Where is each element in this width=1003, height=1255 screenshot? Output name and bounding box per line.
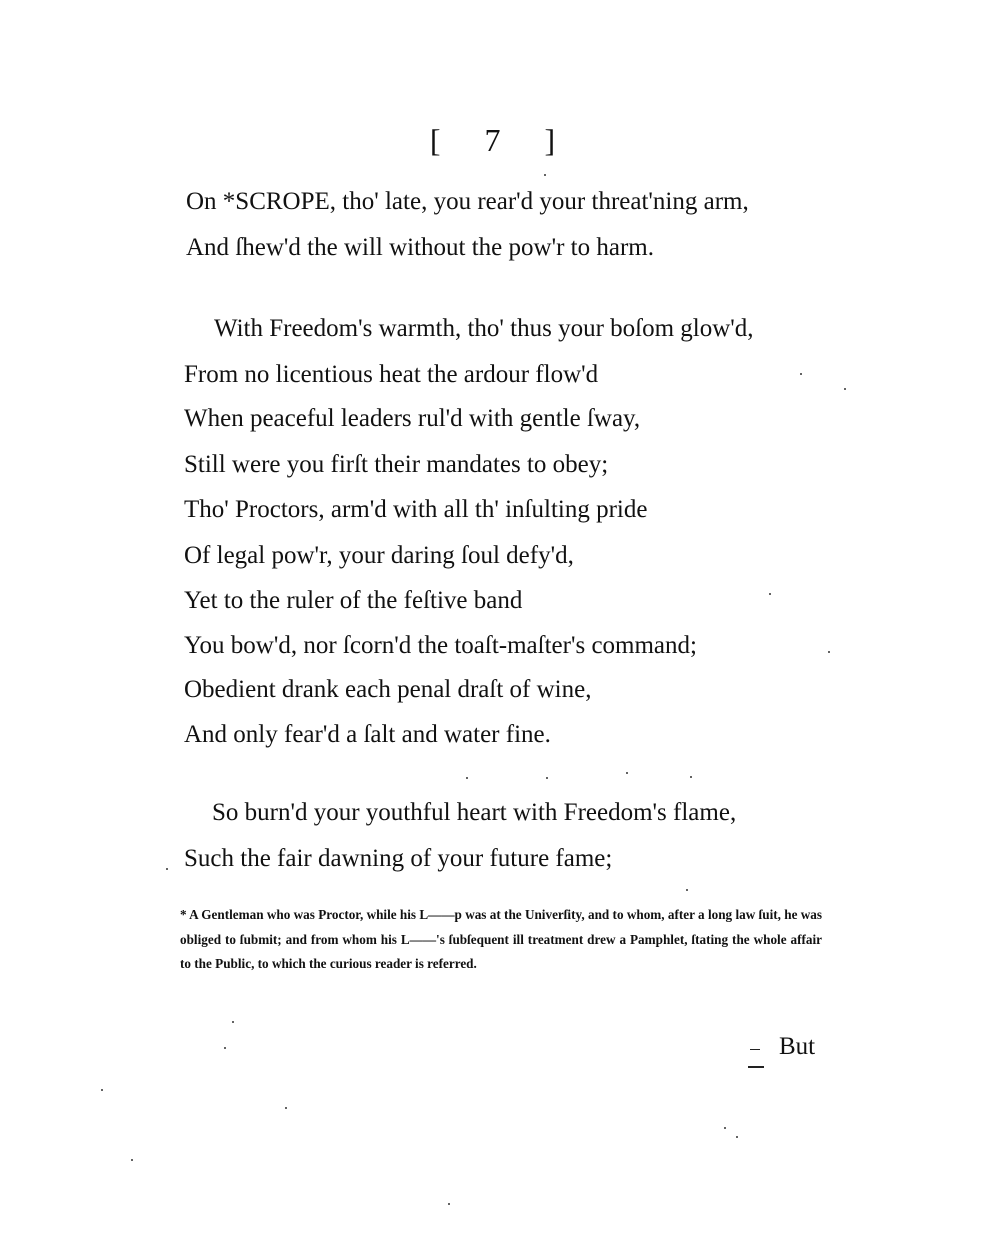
scan-speck: [224, 1047, 226, 1049]
verse-line: Tho' Proctors, arm'd with all th' inſulting pride: [184, 496, 648, 523]
verse-line: You bow'd, nor ſcorn'd the toaſt-maſter's command;: [184, 632, 697, 659]
scan-speck: [690, 776, 692, 778]
footnote: * A Gentleman who was Proctor, while his L——p was at the Univerſity, and to whom, after a long law ſuit, he was obliged to ſubmit; and from whom his L——'s ſubſequent ill treatment drew a Pamphlet, ſtating the whole affair to the Public, to which the curious reader is referred.: [180, 907, 822, 971]
verse-line: From no licentious heat the ardour flow'd: [184, 361, 599, 388]
verse-line: On *SCROPE, tho' late, you rear'd your threat'ning arm,: [186, 188, 749, 215]
verse-line: Such the fair dawning of your future fame;: [184, 845, 613, 872]
verse-line: Of legal pow'r, your daring ſoul defy'd,: [184, 542, 574, 569]
scan-speck: [448, 1203, 450, 1205]
scan-speck: [232, 1021, 234, 1023]
scan-speck: [131, 1159, 133, 1161]
verse-line: Obedient drank each penal draſt of wine,: [184, 676, 592, 703]
verse-line: When peaceful leaders rul'd with gentle ſway,: [184, 405, 641, 432]
scan-speck: [736, 1136, 738, 1138]
catchword: But: [779, 1033, 816, 1060]
scan-speck: [546, 777, 548, 779]
scan-speck: [828, 651, 830, 653]
scan-speck: [844, 388, 846, 390]
scan-speck: [626, 772, 628, 774]
verse-line: Still were you firſt their mandates to obey;: [184, 451, 609, 478]
verse-line: With Freedom's warmth, tho' thus your boſom glow'd,: [214, 315, 754, 342]
scan-speck: [724, 1127, 726, 1129]
scan-speck: [686, 889, 688, 891]
page-number: [ 7 ]: [429, 122, 574, 158]
verse-line: Yet to the ruler of the feſtive band: [184, 587, 523, 614]
verse-line: And ſhew'd the will without the pow'r to harm.: [186, 234, 654, 261]
scan-speck: [769, 593, 771, 595]
verse-line: So burn'd your youthful heart with Freedom's flame,: [212, 799, 737, 826]
scan-speck: [800, 373, 802, 375]
scan-speck: [466, 777, 468, 779]
scan-speck: [166, 868, 168, 870]
scan-dash: [748, 1066, 764, 1068]
scan-speck: [101, 1089, 103, 1091]
scan-dash: [750, 1049, 760, 1050]
verse-line: And only fear'd a ſalt and water fine.: [184, 721, 551, 748]
scan-speck: [544, 174, 546, 176]
scan-speck: [285, 1107, 287, 1109]
